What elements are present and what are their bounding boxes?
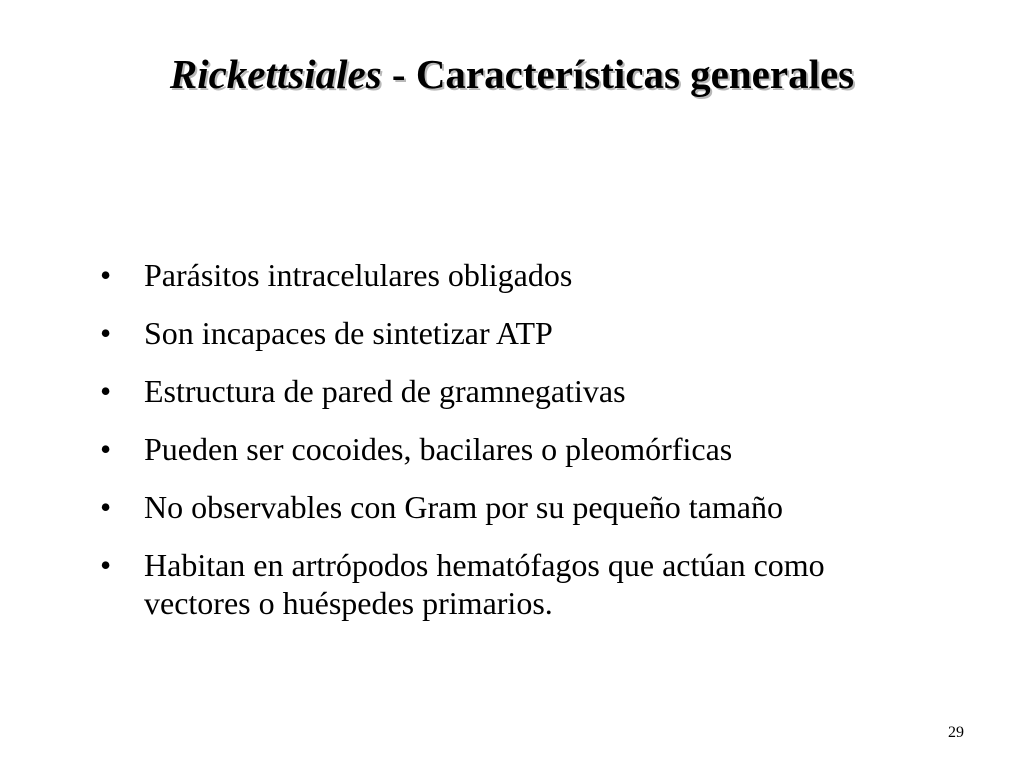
page-number: 29 [948,724,964,741]
bullet-text: Habitan en artrópodos hematófagos que actúan como vectores o huéspedes primarios. [144,547,825,621]
bullet-item [100,546,920,622]
bullet-item [100,430,920,468]
bullet-icon: • [100,431,112,467]
bullet-icon: • [100,489,112,525]
bullet-icon: • [100,547,112,583]
slide-title [0,52,1024,97]
bullet-text: No observables con Gram por su pequeño tamaño [144,489,783,525]
title-italic-part: Rickettsiales [169,51,382,97]
bullet-icon: • [100,257,112,293]
bullet-item [100,488,920,526]
bullet-item [100,314,920,352]
bullet-text: Pueden ser cocoides, bacilares o pleomórficas [144,431,733,467]
title-rest-part: - Características generales [381,51,855,97]
bullet-list [100,256,920,642]
bullet-text: Parásitos intracelulares obligados [144,257,573,293]
bullet-item [100,256,920,294]
bullet-text: Estructura de pared de gramnegativas [144,373,626,409]
bullet-icon: • [100,315,112,351]
bullet-text: Son incapaces de sintetizar ATP [144,315,553,351]
bullet-item [100,372,920,410]
bullet-icon: • [100,373,112,409]
